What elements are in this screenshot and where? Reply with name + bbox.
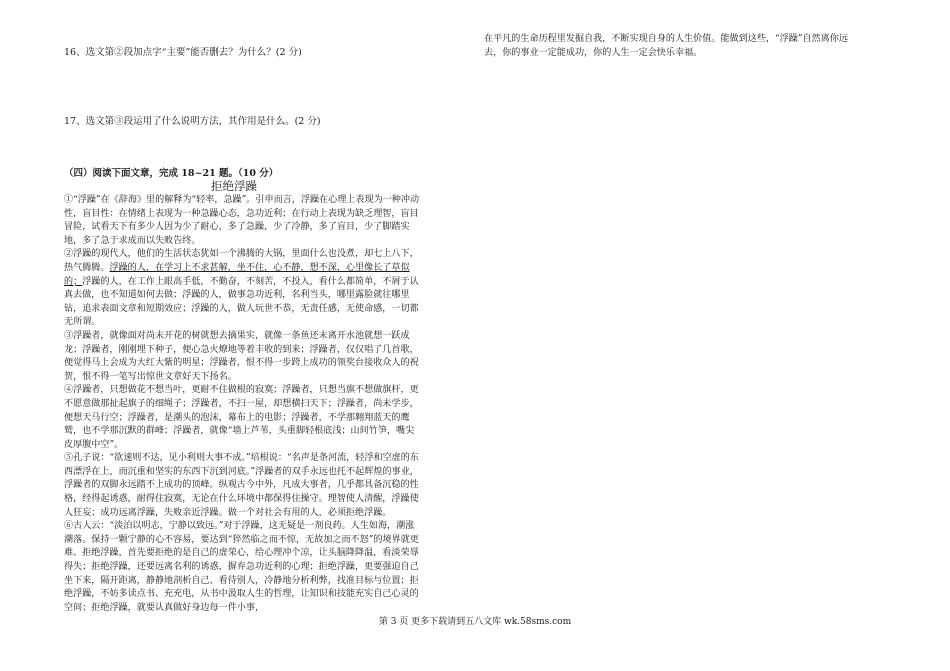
page-footer: 第 3 页 更多下载请到五八文库 wk.58sms.com <box>378 617 572 627</box>
article-title: 拒绝浮躁 <box>211 179 257 193</box>
paragraph-2-start: ②浮躁的现代人，他们的生活状态犹如一个沸腾的大锅，里面什么也没煮，却七上八下，热气腾腾。 <box>64 249 419 273</box>
paragraph-2-underlined: 浮躁的人，在学习上不求甚解，坐不住，心不静，想不深，心里像长了草似的； <box>64 262 410 287</box>
paragraph-2-end: 浮躁的人，在工作上眼高手低，不勤奋，不刻苦，不投入，看什么都简单，不屑于认真去做，也不知道如何去做；浮躁的人，做事急功近利，名利当头，哪里露脸就往哪里钻，追求表面文章和短期效应；浮躁的人，做人玩世不恭，无责任感，无使命感，一切都无所谓。 <box>64 276 419 328</box>
question-16: 16、选文第②段加点字“主要”能否删去？为什么？(2 分) <box>64 47 302 58</box>
question-17: 17、选文第③段运用了什么说明方法，其作用是什么。(2 分) <box>64 116 321 127</box>
section-heading: （四）阅读下面文章，完成 18~21 题。（10 分） <box>64 168 279 179</box>
right-column <box>484 33 856 60</box>
paragraph-5: ⑤孔子说：“欲速则不达，见小利则大事不成。”培根说：“名声是条河流，轻浮和空虚的东西漂浮在上，而沉重和坚实的东西下沉到河底。”浮躁者的双手永远也托不起辉煌的事业，浮躁者的双脚永远踏不上成功的顶峰。纵观古今中外，凡成大事者，几乎都具备沉稳的性格，经得起诱惑，耐得住寂寞，无论在什么环境中都保得住操守。理智使人清醒，浮躁使人狂妄；成功远离浮躁，失败亲近浮躁。做一个对社会有用的人，必须拒绝浮躁。 <box>64 453 419 518</box>
paragraph-2 <box>64 248 422 330</box>
paragraph-1: ①“浮躁”在《辞海》里的解释为“轻率，急躁”。引申而言，浮躁在心理上表现为一种冲动性，盲目性：在情绪上表现为一种急躁心态，急功近利；在行动上表现为缺乏理智，盲目冒险，试看天下有多少人因为少了耐心，多了急躁，少了冷静，多了盲目，少了脚踏实地，多了急于求成而以失败告终。 <box>64 195 420 246</box>
paragraph-4: ④浮躁者，只想做花不想当叶，更耐不住做根的寂寞；浮躁者，只想当旗不想做旗杆，更不愿意做那扯起旗子的细绳子；浮躁者，不扫一屋，却想横扫天下；浮躁者，尚未学步，便想天马行空；浮躁者，是潮头的泡沫，幕布上的电影；浮躁者，不学那翱翔蓝天的鹰鹫，也不学那沉默的群峰；浮躁者，就像“墙上芦苇，头重脚轻根底浅；山间竹笋，嘴尖皮厚腹中空”。 <box>64 385 419 450</box>
paragraph-3: ③浮躁者，就像面对尚未开花的树就想去摘果实，就像一条鱼还未离开水池就想一跃成龙；浮躁者，刚刚埋下种子，便心急火燎地等着丰收的到来；浮躁者，仅仅唱了几首歌，便觉得马上会成为大红大紫的明星；浮躁者，恨不得一步跨上成功的领奖台接收众人的祝贺，恨不得一笔写出惊世文章好天下扬名。 <box>64 330 419 382</box>
paragraph-6: ⑥古人云：“淡泊以明志，宁静以致远。”对于浮躁，这无疑是一剂良药。人生如海，潮涨潮落。保持一颗宁静的心不容易，要达到“猝然临之而不惊，无故加之而不怒”的境界就更难。拒绝浮躁，首先要拒绝的是自己的虚荣心，给心理冲个凉，让头脑降降温，看淡荣辱得失；拒绝浮躁，还要远离名利的诱惑，摒弃急功近利的心理；拒绝浮躁，更要强迫自己坐下来，隔开距离，静静地剖析自己、看待别人，冷静地分析利弊，找准目标与位置；拒绝浮躁，不妨多读点书、充充电，从书中汲取人生的哲理，让知识和技能充实自己心灵的空间；拒绝浮躁，就要认真做好身边每一件小事， <box>64 521 419 613</box>
right-column-text: 在平凡的生命历程里发掘自我，不断实现自身的人生价值。能做到这些，“浮躁”自然离你远去，你的事业一定能成功，你的人生一定会快乐幸福。 <box>484 34 848 58</box>
article-body <box>64 194 422 615</box>
